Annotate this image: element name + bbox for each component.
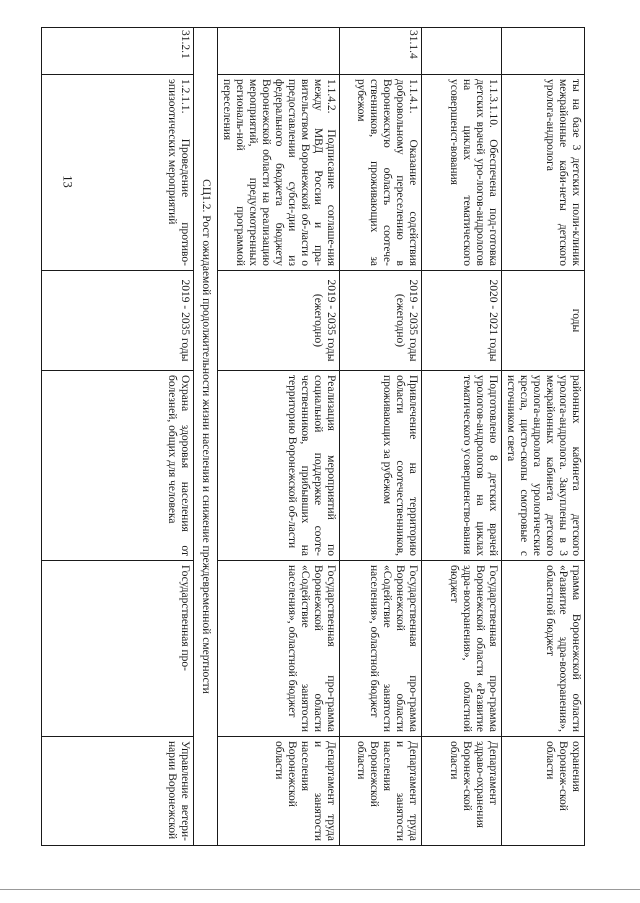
- table-row: [502, 28, 585, 846]
- page-number: 13: [60, 175, 75, 188]
- result-cell: Подготовлено 8 детских врачей урологов-андрологов на циклах тематического усовершенство-вания: [422, 371, 502, 561]
- row-number: [422, 28, 502, 75]
- section-heading-row: [194, 28, 218, 846]
- measure-cell: ты на базе 3 детских поли-клиник межрайонные каби-неты детского уролога-андролога: [502, 75, 585, 271]
- measure-cell: 1.1.4.2. Подписание соглаше-ния между МВД России и пра-вительством Воронежской об-ласти о предоставлении субси-дии из федерального бюджета бюджету Воронежской области на реализацию мероприятий, предусмотренных региональ-ной программой переселения: [218, 75, 340, 271]
- page-bottom-rule: [0, 889, 640, 890]
- section-heading: СЦ1.2. Рост ожидаемой продолжительности жизни населения и снижение преждевременной смертности: [194, 28, 218, 846]
- period-cell: 2019 - 2035 годы (ежегодно): [218, 271, 340, 371]
- row-number: [218, 28, 340, 75]
- measure-cell: 1.2.1.1. Проведение противо-эпизоотических мероприятий: [42, 75, 194, 271]
- rotated-table-container: [67, 27, 585, 845]
- row-number: [502, 28, 585, 75]
- result-cell: Реализация мероприятий по социальной поддержке сооте-чественников, прибывших на территорию Воронежской об-ласти: [218, 371, 340, 561]
- measure-cell: 1.1.3.1.10. Обеспеченa под-готовка детских врачей уро-логов-андрологов на циклах тематического усовершенст-вования: [422, 75, 502, 271]
- executor-cell: Департамент здраво-охранения Воронеж-ской области: [422, 737, 502, 846]
- table-row: [422, 28, 502, 846]
- table-row: [218, 28, 340, 846]
- executor-cell: Департамент труда и занятости населения Воронежской области: [340, 737, 422, 846]
- result-cell: Охрана здоровья населения от болезней, общих для человека: [42, 371, 194, 561]
- period-cell: 2019 - 2035 годы: [42, 271, 194, 371]
- row-number: 31.2.1: [42, 28, 194, 75]
- executor-cell: Департамент труда и занятости населения Воронежской области: [218, 737, 340, 846]
- program-cell: Государственная про-грамма Воронежской области «Развитие здра-воохранения», областной бюджет: [422, 561, 502, 737]
- period-cell: 2020 - 2021 годы: [422, 271, 502, 371]
- executor-cell: Управление ветери-нарии Воронежской: [42, 737, 194, 846]
- program-cell: Государственная про-грамма Воронежской области «Содействие занятости населения», областной бюджет: [340, 561, 422, 737]
- measures-table: [41, 27, 585, 846]
- program-cell: грамма Воронежской области «Развитие здра-воохранения», областной бюджет: [502, 561, 585, 737]
- executor-cell: охранения Воронеж-ской области: [502, 737, 585, 846]
- measure-cell: 1.1.4.1. Оказание содействия добровольному переселению в Воронежскую область соотече-ственников, проживающих за рубежом: [340, 75, 422, 271]
- program-cell: Государственная про-грамма Воронежской области «Содействие занятости населения», областной бюджет: [218, 561, 340, 737]
- period-cell: годы: [502, 271, 585, 371]
- result-cell: Привлечение на территорию области соотечественников, проживающих за рубежом: [340, 371, 422, 561]
- table-row: [340, 28, 422, 846]
- table-row: [42, 28, 194, 846]
- program-cell: Государственная про-: [42, 561, 194, 737]
- period-cell: 2019 - 2035 годы (ежегодно): [340, 271, 422, 371]
- result-cell: районных кабинета детского уролога-андролога. Закуплены в 3 межрайонных кабинета детского уролога-андролога урологические кресла, цисто-скопы смотровые с источником света: [502, 371, 585, 561]
- row-number: 31.1.4: [340, 28, 422, 75]
